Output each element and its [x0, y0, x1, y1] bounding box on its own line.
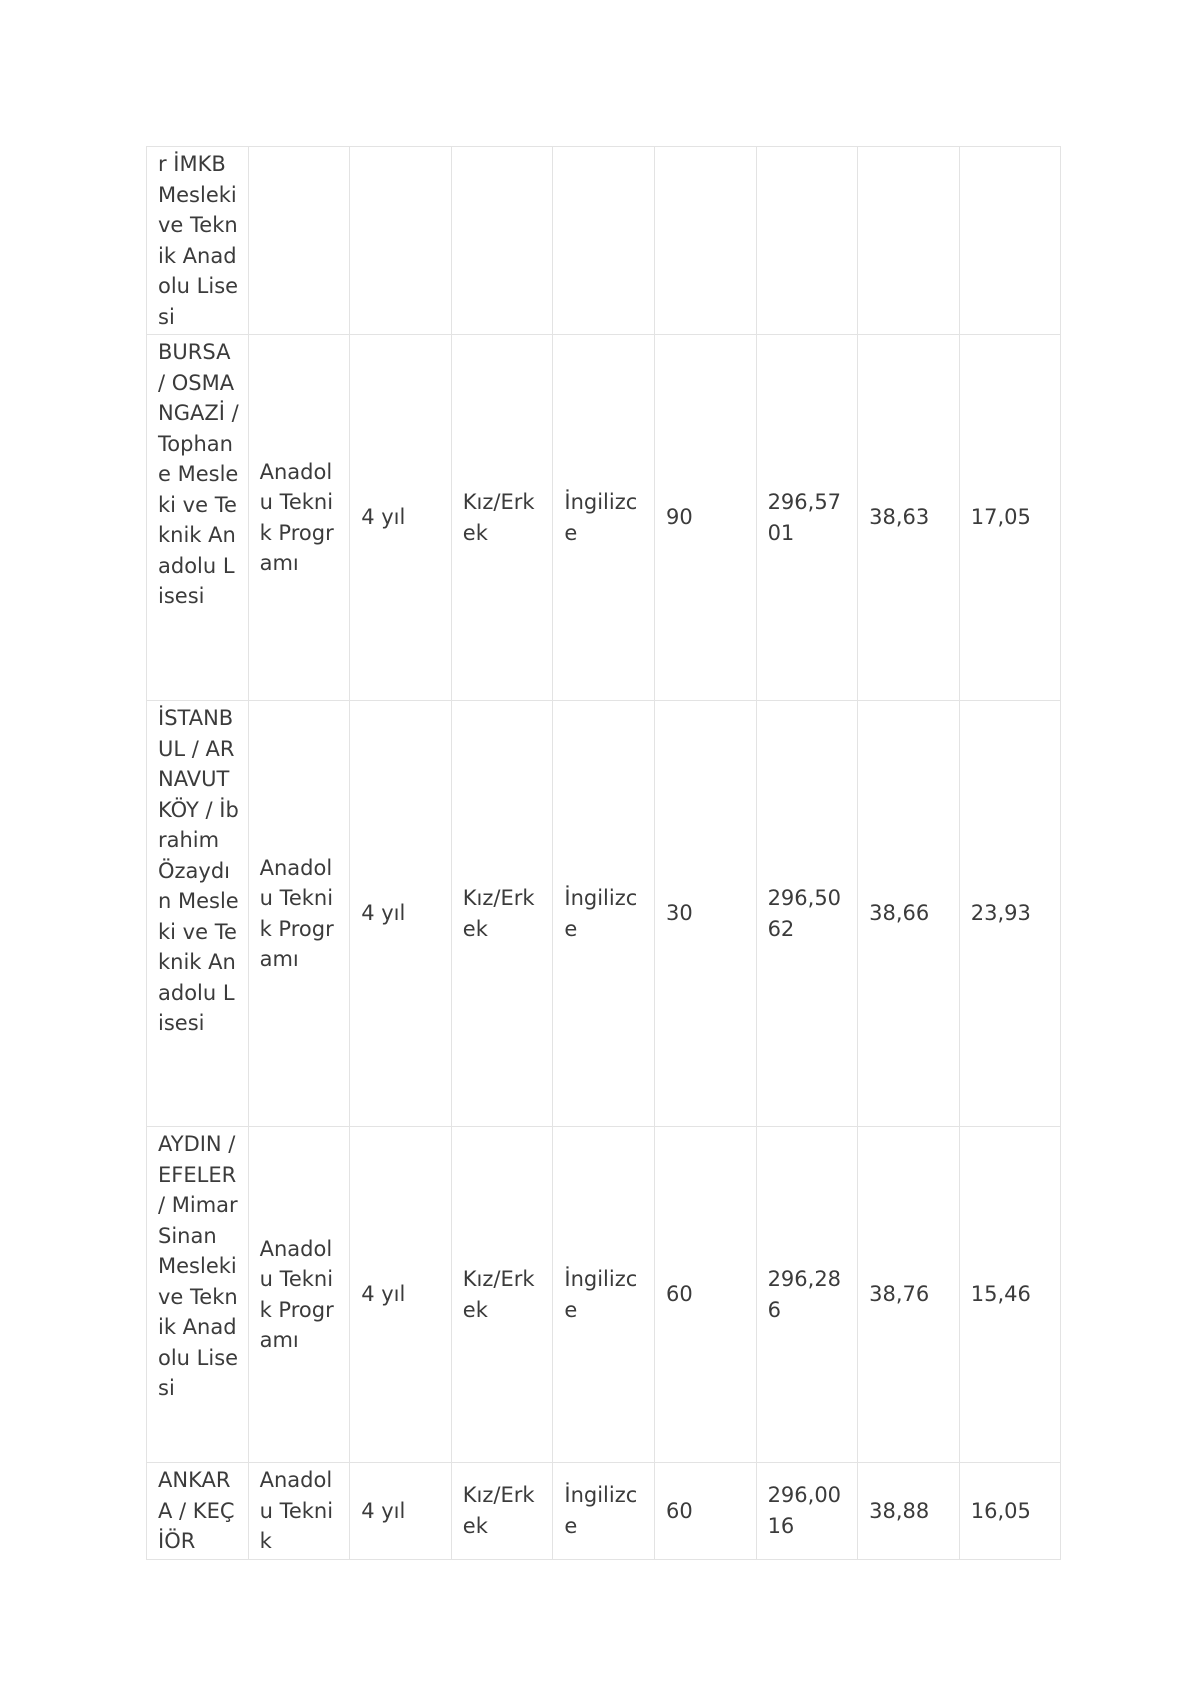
duration-cell: 4 yıl [350, 1463, 452, 1560]
percentile-cell: 38,76 [858, 1127, 960, 1463]
table-row [147, 1463, 1061, 1560]
quota-cell: 30 [654, 701, 756, 1127]
duration-cell: 4 yıl [350, 335, 452, 701]
percentile-cell-2: 17,05 [959, 335, 1061, 701]
duration-cell: 4 yıl [350, 701, 452, 1127]
gender-cell [451, 147, 553, 335]
school-cell: AYDIN / EFELER / Mimar Sinan Mesleki ve Teknik Anadolu Lisesi [147, 1127, 249, 1463]
language-cell: İngilizce [553, 1127, 655, 1463]
school-score-table [146, 146, 1061, 1560]
gender-cell: Kız/Erkek [451, 1127, 553, 1463]
percentile-cell-2: 23,93 [959, 701, 1061, 1127]
table-row [147, 701, 1061, 1127]
percentile-cell: 38,66 [858, 701, 960, 1127]
school-cell: ANKARA / KEÇİÖR [147, 1463, 249, 1560]
percentile-cell: 38,63 [858, 335, 960, 701]
program-cell: Anadolu Teknik Programı [248, 1127, 350, 1463]
gender-cell: Kız/Erkek [451, 1463, 553, 1560]
gender-cell: Kız/Erkek [451, 701, 553, 1127]
table-row [147, 147, 1061, 335]
percentile-cell: 38,88 [858, 1463, 960, 1560]
quota-cell [654, 147, 756, 335]
school-cell: r İMKB Mesleki ve Teknik Anadolu Lisesi [147, 147, 249, 335]
percentile-cell-2 [959, 147, 1061, 335]
table-row [147, 1127, 1061, 1463]
score-cell: 296,286 [756, 1127, 858, 1463]
score-cell [756, 147, 858, 335]
score-cell: 296,5701 [756, 335, 858, 701]
program-cell: Anadolu Teknik [248, 1463, 350, 1560]
language-cell [553, 147, 655, 335]
score-cell: 296,0016 [756, 1463, 858, 1560]
program-cell: Anadolu Teknik Programı [248, 701, 350, 1127]
duration-cell: 4 yıl [350, 1127, 452, 1463]
percentile-cell-2: 15,46 [959, 1127, 1061, 1463]
quota-cell: 60 [654, 1127, 756, 1463]
percentile-cell-2: 16,05 [959, 1463, 1061, 1560]
program-cell [248, 147, 350, 335]
duration-cell [350, 147, 452, 335]
table-row [147, 335, 1061, 701]
school-cell: İSTANBUL / ARNAVUTKÖY / İbrahim Özaydın Mesleki ve Teknik Anadolu Lisesi [147, 701, 249, 1127]
gender-cell: Kız/Erkek [451, 335, 553, 701]
program-cell: Anadolu Teknik Programı [248, 335, 350, 701]
quota-cell: 60 [654, 1463, 756, 1560]
school-cell: BURSA / OSMANGAZİ / Tophane Mesleki ve Teknik Anadolu Lisesi [147, 335, 249, 701]
percentile-cell [858, 147, 960, 335]
language-cell: İngilizce [553, 1463, 655, 1560]
language-cell: İngilizce [553, 701, 655, 1127]
score-cell: 296,5062 [756, 701, 858, 1127]
quota-cell: 90 [654, 335, 756, 701]
language-cell: İngilizce [553, 335, 655, 701]
